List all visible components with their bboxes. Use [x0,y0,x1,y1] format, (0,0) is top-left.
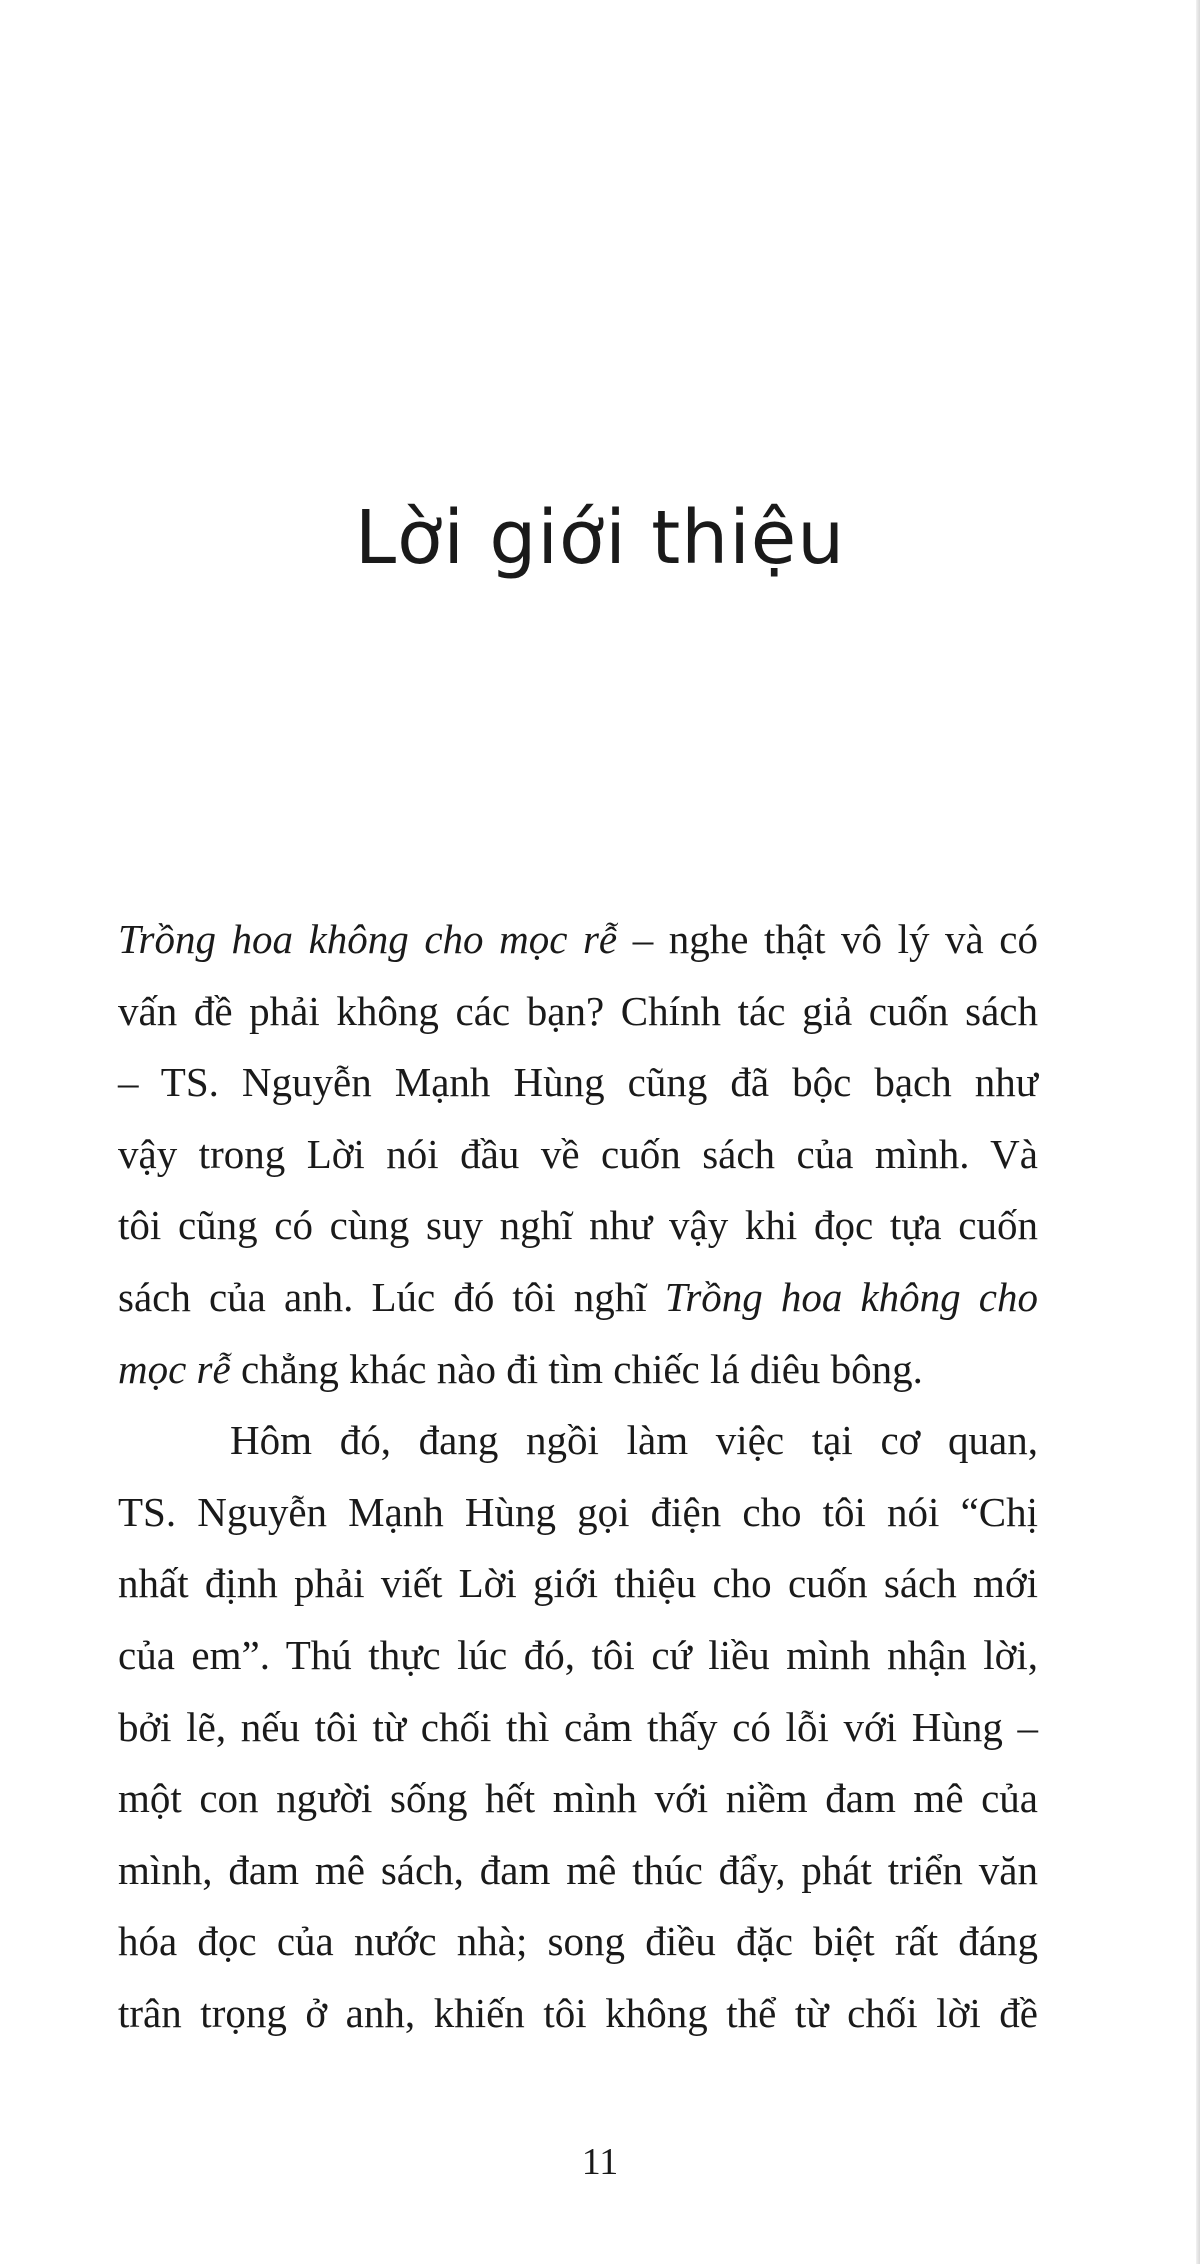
italic-book-title: mọc rễ [118,1345,231,1392]
text-line: – TS. Nguyễn Mạnh Hùng cũng đã bộc bạch như [118,1059,1038,1106]
paragraph-1 [118,904,1038,1405]
text-line: Hôm đó, đang ngồi làm việc tại cơ quan, [230,1417,1038,1464]
chapter-title: Lời giới thiệu [354,495,846,581]
paragraph-2 [118,1405,1038,2049]
text-line: vấn đề phải không các bạn? Chính tác giả cuốn sách [118,987,1038,1034]
text-line: TS. Nguyễn Mạnh Hùng gọi điện cho tôi nói “Chị [118,1488,1038,1535]
text-line: mọc rễ chẳng khác nào đi tìm chiếc lá diêu bông. [118,1345,923,1392]
italic-book-title: Trồng hoa không cho mọc rễ [118,916,618,962]
text-line: tôi cũng có cùng suy nghĩ như vậy khi đọc tựa cuốn [118,1202,1038,1249]
text-line: vậy trong Lời nói đầu về cuốn sách của mình. Và [118,1130,1038,1177]
text-line: sách của anh. Lúc đó tôi nghĩ Trồng hoa không cho [118,1273,1038,1320]
text-line: bởi lẽ, nếu tôi từ chối thì cảm thấy có lỗi với Hùng – [118,1703,1038,1750]
text-line: Trồng hoa không cho mọc rễ – nghe thật vô lý và có [118,916,1038,962]
text-line: của em”. Thú thực lúc đó, tôi cứ liều mình nhận lời, [118,1631,1038,1678]
text-line: nhất định phải viết Lời giới thiệu cho cuốn sách mới [118,1560,1038,1607]
text-line: trân trọng ở anh, khiến tôi không thể từ chối lời đề [118,1989,1038,2036]
body-text [118,904,1038,2050]
text-line: một con người sống hết mình với niềm đam mê của [118,1775,1038,1822]
text-line: hóa đọc của nước nhà; song điều đặc biệt rất đáng [118,1918,1038,1965]
page-edge [1196,0,1200,2264]
page-number: 11 [581,2141,619,2183]
text-line: mình, đam mê sách, đam mê thúc đẩy, phát triển văn [118,1846,1038,1893]
italic-book-title: Trồng hoa không cho [664,1273,1038,1320]
